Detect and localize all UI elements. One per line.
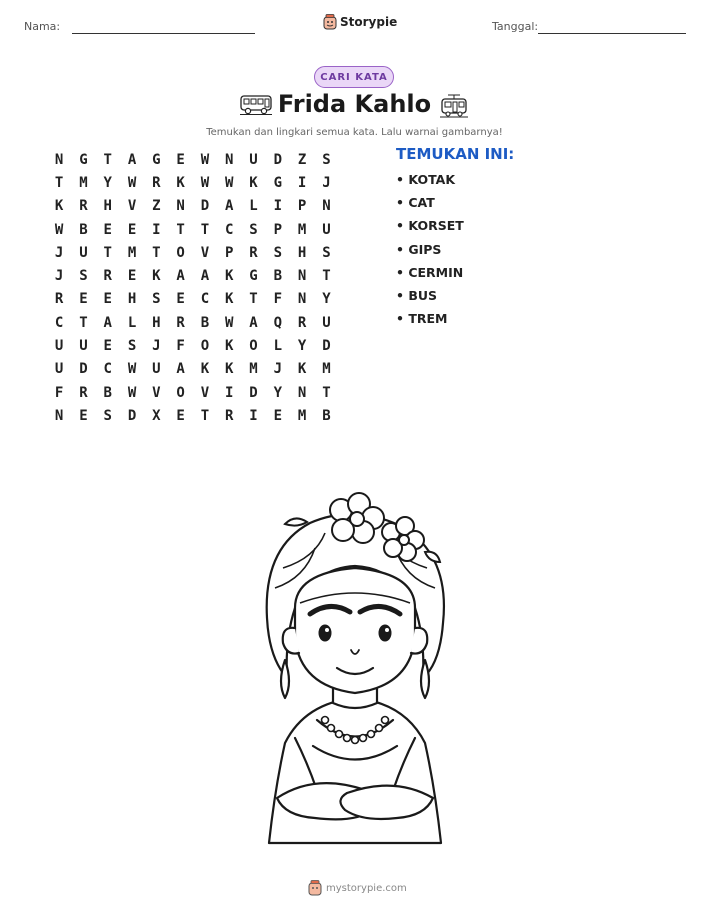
grid-cell: W: [225, 174, 234, 191]
grid-cell: S: [249, 221, 258, 238]
instructions: Temukan dan lingkari semua kata. Lalu warnai gambarnya!: [206, 127, 503, 138]
grid-cell: J: [54, 268, 64, 285]
grid-cell: N: [225, 151, 234, 168]
grid-cell: O: [176, 384, 185, 401]
grid-cell: U: [79, 338, 88, 355]
grid-cell: R: [79, 384, 88, 401]
grid-cell: V: [200, 384, 210, 401]
grid-cell: O: [249, 338, 258, 355]
activity-badge: CARI KATA: [314, 66, 394, 88]
grid-cell: A: [103, 314, 112, 331]
grid-cell: J: [273, 361, 283, 378]
grid-cell: Y: [322, 291, 331, 308]
grid-cell: S: [103, 407, 112, 424]
grid-cell: V: [200, 244, 210, 261]
grid-cell: E: [103, 291, 112, 308]
grid-cell: T: [152, 244, 161, 261]
grid-cell: W: [225, 314, 234, 331]
grid-cell: Z: [297, 151, 307, 168]
grid-cell: W: [200, 174, 210, 191]
grid-cell: H: [103, 198, 112, 215]
brand-name: Storypie: [340, 15, 398, 29]
brand: [323, 14, 397, 30]
grid-cell: C: [225, 221, 234, 238]
grid-cell: B: [273, 268, 283, 285]
grid-cell: G: [152, 151, 161, 168]
grid-cell: C: [200, 291, 210, 308]
grid-cell: G: [249, 268, 258, 285]
word-item: • KOTAK: [396, 172, 456, 187]
grid-cell: R: [225, 407, 234, 424]
grid-cell: M: [322, 361, 331, 378]
word-item: • BUS: [396, 287, 438, 303]
grid-cell: W: [200, 151, 210, 168]
grid-cell: V: [127, 198, 137, 215]
grid-cell: O: [176, 244, 185, 261]
grid-cell: S: [322, 244, 331, 261]
grid-cell: Y: [273, 384, 283, 401]
grid-cell: O: [200, 338, 210, 355]
grid-cell: N: [54, 407, 64, 424]
grid-cell: E: [176, 151, 185, 168]
grid-cell: R: [176, 314, 185, 331]
grid-cell: I: [297, 174, 307, 191]
storypie-logo-icon: [308, 880, 322, 896]
grid-cell: D: [127, 407, 137, 424]
tram-icon: [440, 94, 468, 118]
grid-cell: D: [273, 151, 283, 168]
word-item: • TREM: [396, 311, 448, 327]
grid-cell: M: [249, 361, 258, 378]
grid-cell: M: [297, 221, 307, 238]
grid-cell: T: [249, 291, 258, 308]
grid-cell: F: [54, 384, 64, 401]
grid-cell: D: [79, 361, 88, 378]
grid-cell: M: [127, 244, 137, 261]
grid-cell: N: [54, 151, 64, 168]
grid-cell: W: [127, 174, 137, 191]
grid-cell: T: [322, 268, 331, 285]
grid-cell: R: [152, 174, 161, 191]
grid-cell: R: [297, 314, 307, 331]
grid-cell: T: [200, 221, 210, 238]
grid-cell: B: [322, 407, 331, 424]
grid-cell: R: [54, 291, 64, 308]
grid-cell: E: [176, 291, 185, 308]
grid-cell: P: [297, 198, 307, 215]
grid-cell: K: [225, 291, 234, 308]
grid-cell: A: [176, 268, 185, 285]
grid-cell: A: [225, 198, 234, 215]
grid-cell: E: [127, 268, 137, 285]
word-item: • KORSET: [396, 218, 464, 234]
word-item: • CAT: [396, 195, 435, 211]
grid-cell: U: [152, 361, 161, 378]
grid-cell: B: [200, 314, 210, 331]
grid-cell: S: [273, 244, 283, 261]
grid-cell: K: [225, 338, 234, 355]
grid-cell: T: [322, 384, 331, 401]
grid-cell: D: [249, 384, 258, 401]
grid-cell: T: [200, 407, 210, 424]
name-line: [72, 33, 255, 34]
grid-cell: R: [103, 268, 112, 285]
grid-cell: G: [273, 174, 283, 191]
grid-cell: E: [79, 291, 88, 308]
word-item: • CERMIN: [396, 264, 464, 280]
grid-cell: I: [152, 221, 161, 238]
grid-cell: S: [322, 151, 331, 168]
grid-cell: E: [103, 338, 112, 355]
grid-cell: G: [79, 151, 88, 168]
grid-cell: T: [103, 151, 112, 168]
grid-cell: E: [176, 407, 185, 424]
grid-cell: S: [79, 268, 88, 285]
date-line: [538, 33, 686, 34]
grid-cell: W: [127, 361, 137, 378]
grid-cell: D: [322, 338, 331, 355]
name-label: Nama:: [24, 20, 61, 33]
grid-cell: N: [176, 198, 185, 215]
grid-cell: P: [225, 244, 234, 261]
grid-cell: F: [273, 291, 283, 308]
grid-cell: U: [322, 314, 331, 331]
storypie-logo-icon: [323, 14, 337, 30]
grid-cell: E: [273, 407, 283, 424]
grid-cell: E: [79, 407, 88, 424]
grid-cell: J: [322, 174, 331, 191]
date-label: Tanggal:: [492, 20, 539, 33]
grid-cell: L: [249, 198, 258, 215]
grid-cell: S: [127, 338, 137, 355]
grid-cell: A: [200, 268, 210, 285]
grid-cell: J: [54, 244, 64, 261]
page-title: Frida Kahlo: [277, 90, 432, 118]
grid-cell: A: [249, 314, 258, 331]
grid-cell: B: [79, 221, 88, 238]
grid-cell: S: [152, 291, 161, 308]
grid-cell: W: [54, 221, 64, 238]
grid-cell: T: [79, 314, 88, 331]
grid-cell: C: [54, 314, 64, 331]
find-list-title: TEMUKAN INI:: [396, 145, 515, 163]
grid-cell: H: [152, 314, 161, 331]
grid-cell: V: [152, 384, 161, 401]
grid-cell: L: [273, 338, 283, 355]
grid-cell: X: [152, 407, 161, 424]
footer: [308, 880, 407, 896]
grid-cell: E: [127, 221, 137, 238]
grid-cell: P: [273, 221, 283, 238]
grid-cell: C: [103, 361, 112, 378]
grid-cell: I: [249, 407, 258, 424]
grid-cell: H: [127, 291, 137, 308]
grid-cell: Q: [273, 314, 283, 331]
grid-cell: K: [249, 174, 258, 191]
grid-cell: N: [297, 384, 307, 401]
footer-url: mystorypie.com: [326, 882, 407, 894]
grid-cell: K: [200, 361, 210, 378]
grid-cell: Y: [297, 338, 307, 355]
grid-cell: A: [127, 151, 137, 168]
grid-cell: M: [79, 174, 88, 191]
grid-cell: W: [127, 384, 137, 401]
grid-cell: U: [79, 244, 88, 261]
grid-cell: B: [103, 384, 112, 401]
grid-cell: I: [225, 384, 234, 401]
grid-cell: T: [103, 244, 112, 261]
word-item: • GIPS: [396, 241, 442, 257]
grid-cell: L: [127, 314, 137, 331]
grid-cell: E: [103, 221, 112, 238]
grid-cell: U: [54, 361, 64, 378]
grid-cell: N: [297, 268, 307, 285]
grid-cell: H: [297, 244, 307, 261]
grid-cell: T: [54, 174, 64, 191]
grid-cell: T: [176, 221, 185, 238]
grid-cell: N: [322, 198, 331, 215]
grid-cell: K: [152, 268, 161, 285]
grid-cell: K: [176, 174, 185, 191]
grid-cell: N: [297, 291, 307, 308]
word-search-grid: [47, 148, 339, 428]
grid-cell: R: [249, 244, 258, 261]
grid-cell: K: [225, 361, 234, 378]
grid-cell: K: [54, 198, 64, 215]
grid-cell: Z: [152, 198, 161, 215]
grid-cell: M: [297, 407, 307, 424]
grid-cell: R: [79, 198, 88, 215]
grid-cell: D: [200, 198, 210, 215]
grid-cell: J: [152, 338, 161, 355]
grid-cell: U: [322, 221, 331, 238]
grid-cell: A: [176, 361, 185, 378]
grid-cell: K: [225, 268, 234, 285]
grid-cell: U: [249, 151, 258, 168]
frida-kahlo-coloring-illustration: [255, 488, 455, 853]
grid-cell: F: [176, 338, 185, 355]
grid-cell: I: [273, 198, 283, 215]
word-list: [396, 171, 464, 333]
grid-cell: K: [297, 361, 307, 378]
grid-cell: U: [54, 338, 64, 355]
grid-cell: Y: [103, 174, 112, 191]
